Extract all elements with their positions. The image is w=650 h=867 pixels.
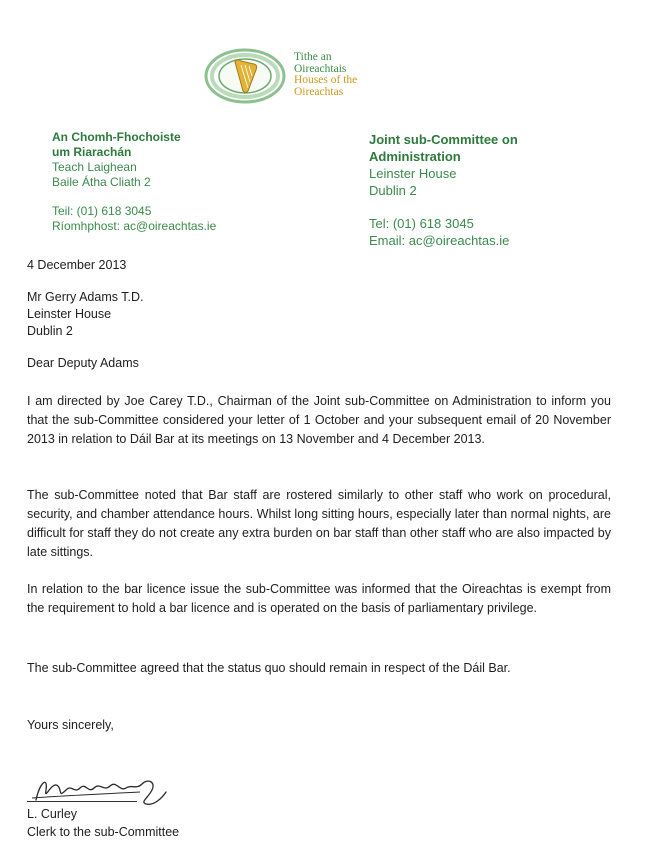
irish-name-line1: Tithe an bbox=[294, 51, 332, 63]
parliament-name bbox=[294, 52, 357, 98]
signer-block bbox=[27, 805, 179, 841]
english-name-line1: Houses of the bbox=[294, 74, 358, 86]
paragraph-4: The sub-Committee agreed that the status quo should remain in respect of the Dáil Bar. bbox=[27, 661, 511, 675]
english-email: Email: ac@oireachtas.ie bbox=[369, 233, 510, 248]
signer-name: L. Curley bbox=[27, 807, 78, 821]
header-irish bbox=[52, 130, 216, 234]
recipient-address-line1: Leinster House bbox=[27, 307, 112, 321]
irish-name-line2: Oireachtais bbox=[294, 62, 347, 75]
irish-address-line2: Baile Átha Cliath 2 bbox=[52, 175, 151, 189]
irish-phone: Teil: (01) 618 3045 bbox=[52, 204, 152, 218]
salutation: Dear Deputy Adams bbox=[27, 356, 139, 370]
irish-address-line1: Teach Laighean bbox=[52, 160, 137, 174]
english-phone: Tel: (01) 618 3045 bbox=[369, 216, 474, 231]
english-name-line2: Oireachtas bbox=[294, 85, 344, 98]
signer-title: Clerk to the sub-Committee bbox=[27, 825, 180, 839]
recipient-address bbox=[27, 289, 611, 340]
english-title-line1: Joint sub-Committee on bbox=[369, 132, 518, 147]
signature-rule bbox=[27, 801, 137, 802]
english-address-line1: Leinster House bbox=[369, 166, 457, 181]
closing: Yours sincerely, bbox=[27, 718, 114, 732]
paragraph-2: The sub-Committee noted that Bar staff are rostered similarly to other staff who work on procedural, security, and chamber attendance hours. Whilst long sitting hours, especially later than normal nights, are difficult for staff they do not create any extra burden on bar staff than other staff who are also impacted by late sittings. bbox=[27, 488, 611, 559]
english-address-line2: Dublin 2 bbox=[369, 183, 417, 198]
harp-emblem-icon bbox=[204, 48, 286, 104]
recipient-name: Mr Gerry Adams T.D. bbox=[27, 290, 144, 304]
english-title-line2: Administration bbox=[369, 149, 461, 164]
letter-date: 4 December 2013 bbox=[27, 258, 127, 272]
irish-email: Ríomhphost: ac@oireachtas.ie bbox=[52, 219, 217, 233]
paragraph-3: In relation to the bar licence issue the sub-Committee was informed that the Oireachtas is exempt from the requirement to hold a bar licence and is operated on the basis of parliamentary privilege. bbox=[27, 582, 611, 615]
recipient-address-line2: Dublin 2 bbox=[27, 324, 73, 338]
paragraph-1: I am directed by Joe Carey T.D., Chairman of the Joint sub-Committee on Administration to inform you that the sub-Committee considered your letter of 1 October and your subsequent email of 20 November 2013 in relation to Dáil Bar at its meetings on 13 November and 4 December 2013. bbox=[27, 394, 611, 446]
irish-title-line2: um Riarachán bbox=[52, 145, 132, 159]
irish-title-line1: An Chomh-Fhochoiste bbox=[52, 130, 181, 144]
header-english bbox=[369, 131, 518, 249]
